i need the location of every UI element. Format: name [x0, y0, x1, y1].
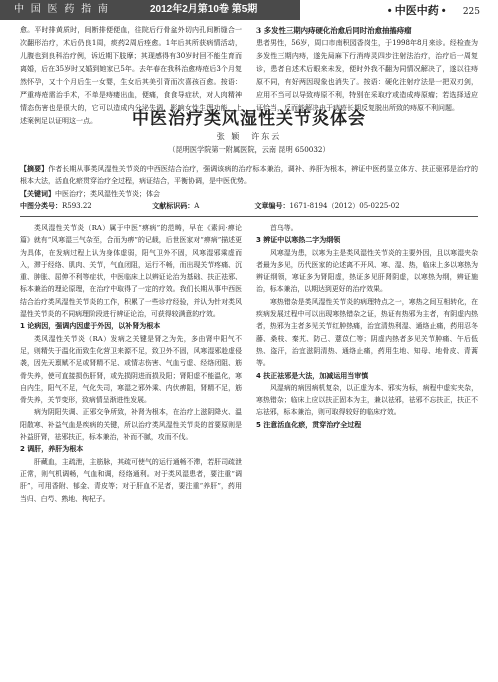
previous-article-left: 愈。平时排黄质时，间断排便便血，往院后行骨盆外切内孔间断缝合一次翻形治疗，术后仍良1周，痰药2周后痊愈。1年后其所获病情活动，儿腹也到良科治疗例，诉近期下肢摩；其现感得有30岁时回不能生育而离婚，后在35岁时又婚到她家已5年。去年春在我科治愈痔疮后3个月复然怀孕，又十个月后生一女婴，生女后其美引背而次喜孩百愈。按语：严重痔疮需治手术，不单是痔瘘出血，便痛，食食导症状，对人肉精神情态伤害也是很大的，它可以造成内分泌失调，影响女性生理功能，上述案例足以证明这一点。	[20, 26, 242, 125]
abstract-text: 作者长期从事类风湿性关节炎的中西医结合治疗，强调该病的治疗标本兼治，调补、养肝为根本，辨证中医药显立体方、扶正驱邪是治疗的根本大法，活血化瘀贯穿治疗全过程，病证结合，平衡协调，是中医优势。	[20, 165, 478, 185]
section-heading: 4 扶正祛邪是大法，加减运用当审慎	[256, 371, 369, 380]
keywords: 中医治疗；类风湿性关节炎；体会	[55, 190, 160, 198]
paragraph: 类风湿性关节炎（RA）发病之关键是肾之为先，多由肾中阳气不足，则精失于温化而致生化营卫来源不足，致卫外不固，风寒湿邪趁虚侵袭，因先天禀赋不足或肾精不足、或情志伤害、气血亏虚、经络闭阻、筋骨失养，使可直接损伤肝肾，或先损阴进而损及阳；肾阳虚不能温化，寒自内生，阳气不足，气化失司，寒湿之邪外乘、内伏痹阻，肾精不足，筋骨失养，关节变形，致病情呈渐进性发展。	[20, 334, 242, 405]
journal-banner	[0, 0, 300, 20]
article-title: 中医治疗类风湿性关节炎体会	[132, 109, 366, 129]
clc-label: 中图分类号：	[20, 202, 62, 210]
paragraph: 肝藏血，主疏泄，主筋脉，其疏可使气的运行通畅不滞，若肝司疏泄正常，则气机调畅，气血和调，经络通利。对于类风湿患者，要注重“调肝”，可用香附、郁金、青皮等；对于肝血不足者，要注重“养肝”，药用当归、白芍、熟地、枸杞子。	[20, 457, 242, 503]
journal-name: 中 国 医 药 指 南	[14, 4, 110, 15]
previous-article-right	[256, 24, 478, 115]
case-text: 患者男性，56岁，周口市南积园香岗生，于1998年8月来诊。经检查为多发性三期内痔，遂先局麻下行消痔灵四步注射法治疗，治疗后一周复诊，患者自述术后眼来未发，便时外我不翻为同情况解决了，遂以往痔原不同，有好两因现象也消失了。按语：硬化注射疗法是一把双刃剑，应用不当可以导致痔原不利，特别在采取疗或造成痔原瘤；若选择适应证恰当，反而能解决由于痔疮长期反复脱出所致的痔原不利问题。	[256, 39, 478, 112]
doc-code: A	[194, 202, 200, 210]
case-heading: 3 多发性三期内痔硬化治愈后同时治愈抽搐痔瘤	[256, 26, 412, 35]
section-heading: 1 论病因，强调内因虚于外因，以补肾为根本	[20, 322, 161, 331]
page-number: 225	[462, 7, 480, 17]
authors: 张 颖 许东云	[216, 132, 282, 141]
section-heading: 3 辨证中以寒热二字为纲领	[256, 236, 341, 245]
abstract-label: 【摘要】	[20, 165, 49, 173]
page-header	[0, 0, 498, 22]
body-column-right	[256, 222, 478, 431]
abstract	[20, 163, 478, 187]
section-heading: 5 注意活血化瘀，贯穿治疗全过程	[256, 420, 362, 429]
article-meta	[20, 188, 478, 212]
keywords-line	[20, 188, 478, 200]
doc-code-label: 文献标识码：	[152, 202, 195, 210]
paragraph: 病为阴阳失调、正邪交争所致，补肾为根本，在治疗上滋阴降火、温阳散寒、补益气血是疾病的关键，所以治疗类风湿性关节炎的首要原则是补益肝肾，祛邪扶正，标本兼治，补而不腻，攻而不伐。	[20, 408, 242, 442]
affiliation: （昆明医学院第一附属医院，云南 昆明 650032）	[168, 145, 330, 154]
classification-line	[20, 200, 478, 212]
paragraph: 风湿病的病因病机复杂，以正虚为本、邪实为标，病程中虚实夹杂，寒热错杂；临床上应以扶正固本为主，兼以祛邪，祛邪不忘扶正，扶正不忘祛邪，标本兼治，则可取得较好的临床疗效。	[256, 383, 478, 417]
paragraph: 寒热错杂是类风湿性关节炎的病理特点之一，寒热之间互相转化，在疾病发展过程中可以出现寒热错杂之证，热证有热邪为主者，有阴虚内热者，热邪为主者多见关节红肿热痛，治宜清热利湿、通络止痛，药用忍冬藤、桑枝、秦艽、防己、薏苡仁等；阴虚内热者多见关节肿痛、午后低热、盗汗，治宜滋阴清热、通络止痛，药用生地、知母、地骨皮、青蒿等。	[256, 297, 478, 368]
section-heading: 2 调肝，养肝为根本	[20, 445, 84, 454]
section-label: • 中医中药 •	[387, 5, 446, 17]
clc-code: R593.22	[62, 202, 92, 210]
keywords-label: 【关键词】	[20, 190, 55, 198]
issue-info: 2012年2月第10卷 第5期	[150, 4, 258, 15]
body-column-left	[20, 222, 242, 505]
paragraph: 首乌等。	[270, 224, 298, 232]
article-number: 1671-8194（2012）05-0225-02	[289, 202, 400, 210]
divider	[20, 216, 478, 217]
paragraph: 风寒湿为患，以寒为主是类风湿性关节炎的主要外因，且以寒湿夹杂者最为多见，历代医家的论述离不开风、寒、湿、热，临床上多以寒热为辨证纲领，寒证多为肾阳虚，热证多见肝肾阴虚，以寒热为纲，辨证施治，标本兼治，以期达到更好的治疗效果。	[256, 248, 478, 294]
paragraph: 类风湿性关节炎（RA）属于中医“痹病”的范畴，早在《素问·痹论篇》就有“风寒湿三气杂至，合而为痹”的记载，后世医家对“痹病”描述更为具体，在发病过程上认为身体虚弱，阳气卫外不固，风寒湿邪乘虚而入，滞于经络、肌肉、关节，气血闭阻，运行不畅，而出现关节疼痛、沉重、肿胀、屈伸不利等症状，中医临床上以辨证论治为基础、扶正祛邪、标本兼治的理论原理，在治疗中取得了一定的疗效。我们长期从事中西医结合治疗类风湿性关节炎的工作，积累了一些诊疗经验，并认为针对类风湿性关节炎的不同病理阶段进行辨证论治，可获得较满意的疗效。	[20, 224, 242, 319]
article-number-label: 文章编号：	[254, 202, 290, 210]
section-info	[388, 2, 480, 18]
